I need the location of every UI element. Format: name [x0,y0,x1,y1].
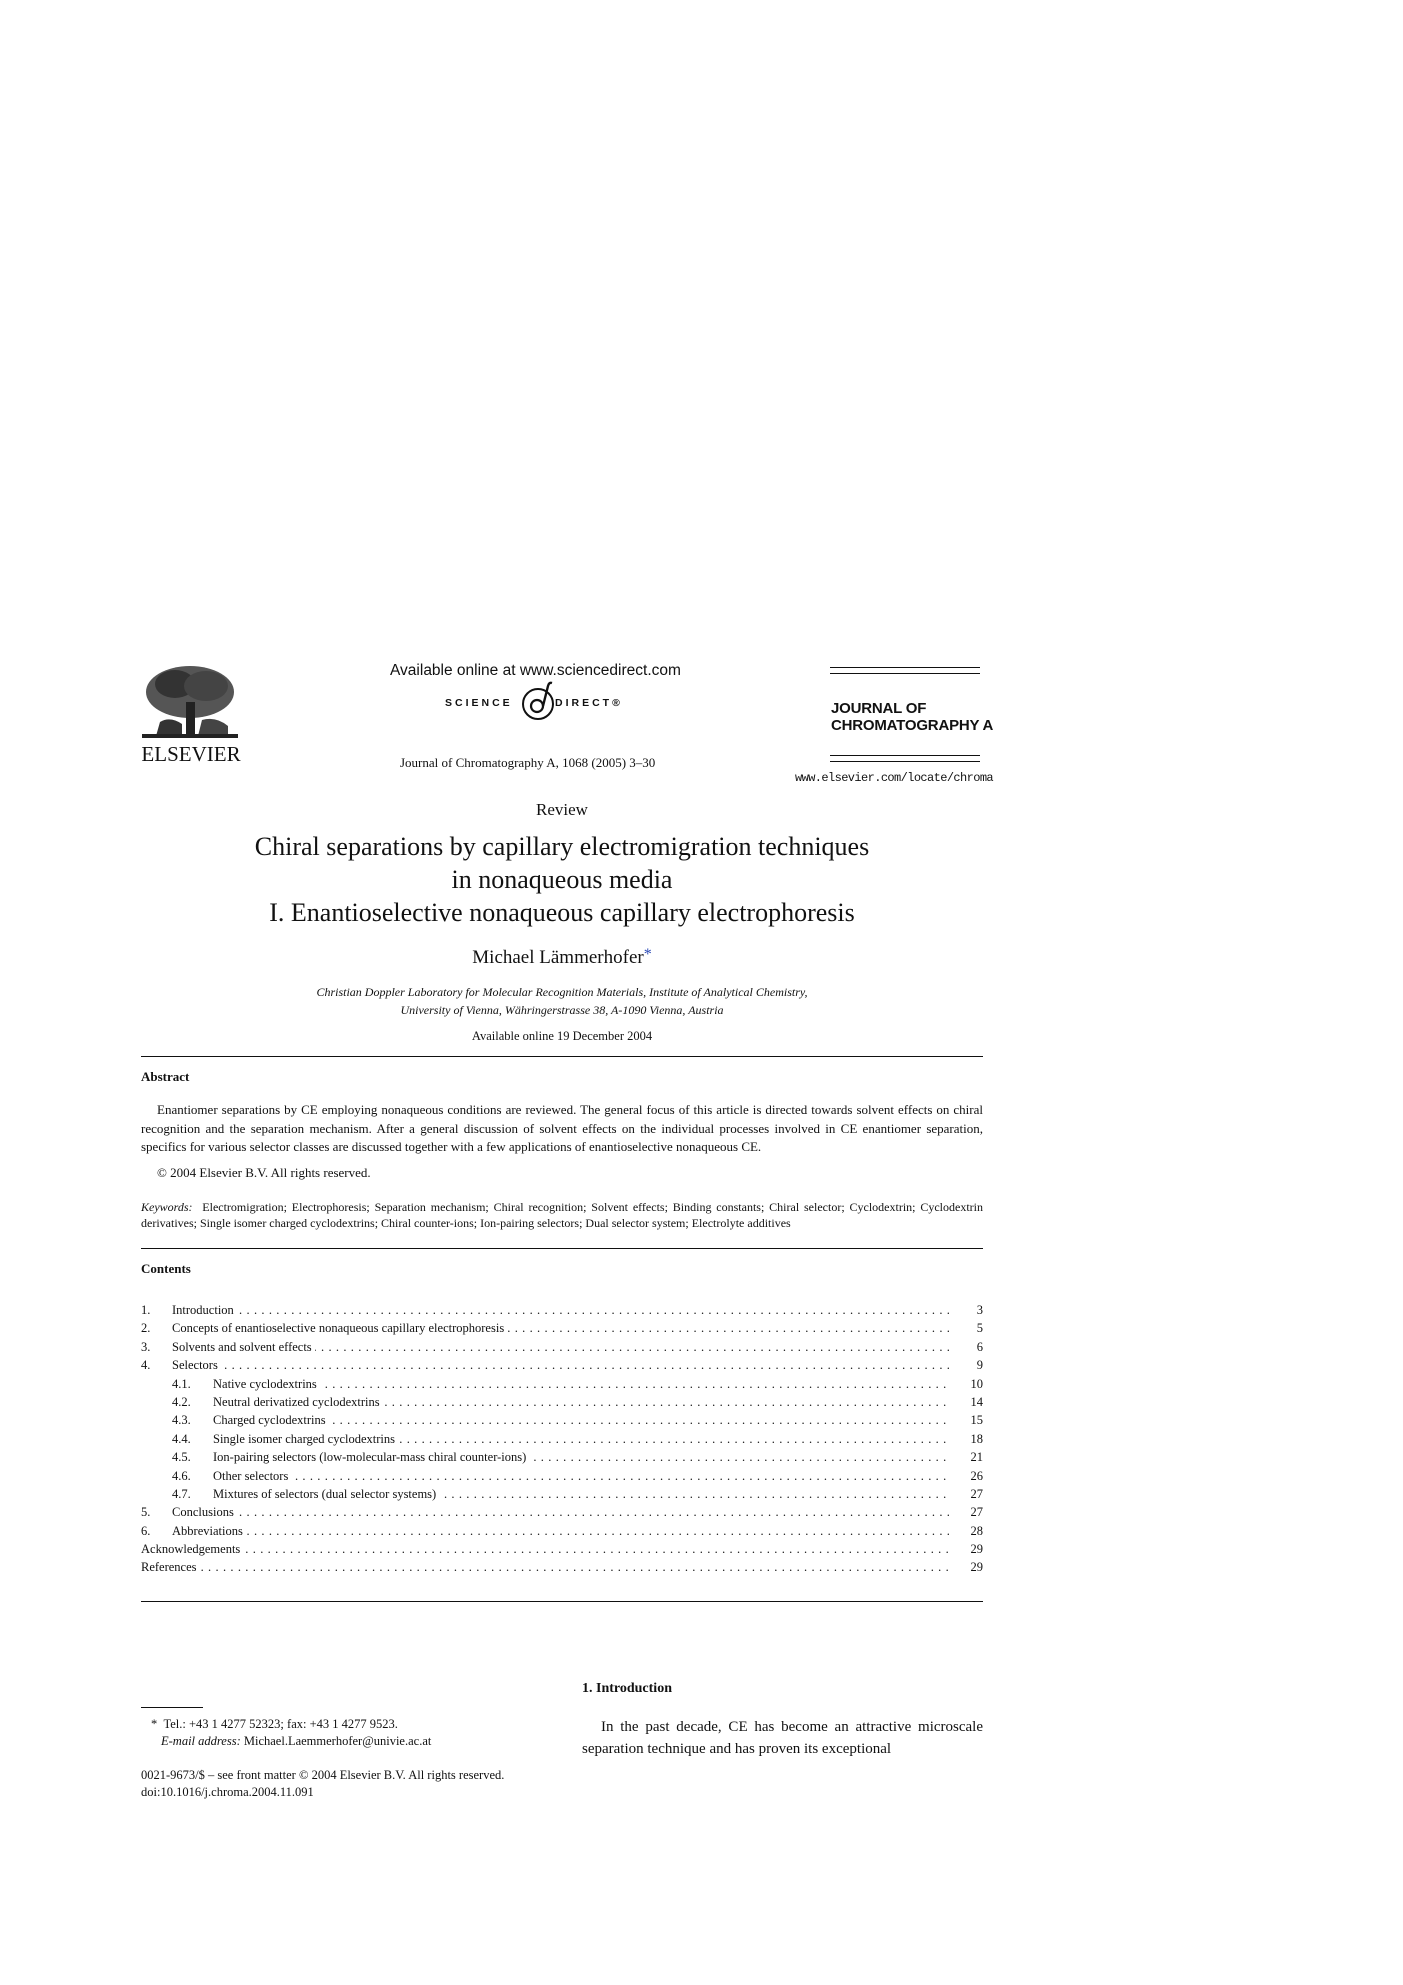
author-name: Michael Lämmerhofer [472,947,644,968]
toc-title: Mixtures of selectors (dual selector systems) [213,1487,439,1501]
journal-url[interactable]: www.elsevier.com/locate/chroma [795,771,994,785]
divider [141,1601,983,1602]
toc-entry[interactable] [141,1503,983,1521]
front-matter [141,1767,504,1801]
toc-number: 4.4. [172,1431,191,1446]
toc-title: Concepts of enantioselective nonaqueous capillary electrophoresis [172,1321,507,1335]
journal-name [831,700,993,734]
issn-line: 0021-9673/$ – see front matter © 2004 Elsevier B.V. All rights reserved. [141,1768,505,1782]
article-title [0,830,1124,929]
toc-number: 4. [141,1358,151,1373]
affiliation [0,983,1124,1019]
toc-title-wrap [141,1540,949,1558]
journal-name-line2: CHROMATOGRAPHY A [831,717,994,734]
toc-title: Abbreviations [172,1524,246,1538]
toc-title-wrap [141,1558,949,1576]
footnote-mark: * [151,1717,158,1731]
toc-page-number: 3 [976,1303,983,1317]
toc-page-number: 10 [970,1376,983,1391]
toc-title: Single isomer charged cyclodextrins [213,1432,398,1446]
journal-rule [830,667,980,668]
toc-entry[interactable] [141,1338,983,1356]
toc-entry[interactable] [141,1522,983,1540]
toc-page-number: 9 [976,1358,983,1373]
toc-title-wrap [172,1301,949,1319]
sciencedirect-d-icon [520,680,556,734]
toc-title: Native cyclodextrins [213,1377,320,1391]
toc-entry[interactable] [141,1558,983,1576]
toc-number: 4.3. [172,1413,191,1428]
toc-number: 6. [141,1523,151,1538]
available-online-notice: Available online at www.sciencedirect.com [390,662,681,679]
divider [141,1248,983,1249]
toc-title-wrap [213,1467,949,1485]
toc-title: Ion-pairing selectors (low-molecular-mass chiral counter-ions) [213,1450,529,1464]
toc-entry[interactable] [141,1411,983,1429]
footnote-contact: Tel.: +43 1 4277 52323; fax: +43 1 4277 9523. [163,1717,398,1731]
toc-title: Neutral derivatized cyclodextrins [213,1395,383,1409]
journal-rule [830,673,980,674]
contents-heading: Contents [141,1261,191,1276]
toc-entry[interactable] [141,1430,983,1448]
keywords-label: Keywords: [141,1200,193,1214]
toc-title-wrap [172,1319,949,1337]
toc-title-wrap [213,1411,949,1429]
introduction-text: In the past decade, CE has become an attractive microscale separation technique and has proven its exceptional [582,1719,983,1757]
toc-number: 3. [141,1339,151,1354]
toc-entry[interactable] [141,1319,983,1337]
toc-title: Acknowledgements [141,1542,243,1556]
toc-entry[interactable] [141,1375,983,1393]
divider [141,1056,983,1057]
toc-title-wrap [172,1338,949,1356]
toc-number: 4.6. [172,1468,191,1483]
toc-title: Other selectors [213,1469,291,1483]
toc-title-wrap [213,1485,949,1503]
toc-title: Solvents and solvent effects [172,1340,315,1354]
toc-title-wrap [172,1503,949,1521]
title-line: Chiral separations by capillary electromigration techniques [254,832,870,861]
doi-line[interactable]: doi:10.1016/j.chroma.2004.11.091 [141,1785,314,1799]
toc-entry[interactable] [141,1448,983,1466]
toc-title: Charged cyclodextrins [213,1413,329,1427]
toc-title-wrap [213,1375,949,1393]
title-line: in nonaqueous media [451,865,673,894]
corresponding-author-link[interactable]: * [643,946,652,963]
email-link[interactable]: Michael.Laemmerhofer@univie.ac.at [243,1734,432,1748]
toc-page-number: 15 [970,1413,983,1428]
toc-title: Conclusions [172,1505,237,1519]
toc-entry[interactable] [141,1393,983,1411]
affiliation-line: Christian Doppler Laboratory for Molecular Recognition Materials, Institute of Analytical Chemistry, [316,985,808,999]
toc-page-number: 18 [970,1431,983,1446]
abstract-text: Enantiomer separations by CE employing nonaqueous conditions are reviewed. The general focus of this article is directed towards solvent effects on chiral recognition and the separation mechanism. After a general discussion of solvent effects on the individual processes involved in CE enantiomer separation, specifics for various selector classes are discussed together with a few applications of enantioselective nonaqueous CE. [141,1102,983,1154]
abstract-copyright: © 2004 Elsevier B.V. All rights reserved. [157,1165,371,1180]
toc-page-number: 27 [970,1486,983,1501]
toc-number: 2. [141,1321,151,1336]
toc-entry[interactable] [141,1467,983,1485]
toc-number: 5. [141,1505,151,1520]
introduction-heading: 1. Introduction [582,1681,672,1696]
toc-page-number: 26 [970,1468,983,1483]
abstract-heading: Abstract [141,1069,190,1084]
toc-number: 4.2. [172,1394,191,1409]
toc-page-number: 27 [970,1505,983,1520]
toc-title-wrap [172,1522,949,1540]
toc-title-wrap [213,1448,949,1466]
toc-page-number: 29 [970,1542,983,1557]
toc-title: Introduction [172,1303,237,1317]
toc-page-number: 6 [976,1339,983,1354]
elsevier-wordmark: ELSEVIER [141,742,241,766]
sciencedirect-logo-right: DIRECT® [555,697,623,709]
toc-title-wrap [213,1393,949,1411]
toc-page-number: 21 [970,1450,983,1465]
toc-entry[interactable] [141,1301,983,1319]
toc-title-wrap [213,1430,949,1448]
toc-page-number: 29 [970,1560,983,1575]
article-type: Review [536,800,588,819]
toc-page-number: 5 [976,1321,983,1336]
toc-number: 4.5. [172,1450,191,1465]
toc-number: 4.1. [172,1376,191,1391]
footnote [151,1716,431,1750]
table-of-contents [141,1301,983,1577]
email-label: E-mail address: [161,1734,241,1748]
toc-entry[interactable] [141,1540,983,1558]
author-line [0,946,1124,969]
toc-title: Selectors [172,1358,221,1372]
toc-page-number: 28 [970,1523,983,1538]
toc-entry[interactable] [141,1485,983,1503]
toc-number: 4.7. [172,1486,191,1501]
available-date: Available online 19 December 2004 [471,1029,653,1043]
toc-page-number: 14 [970,1394,983,1409]
sciencedirect-logo-left: SCIENCE [445,697,513,709]
keywords [141,1199,983,1231]
toc-number: 1. [141,1303,151,1317]
title-line: I. Enantioselective nonaqueous capillary electrophoresis [269,898,855,927]
journal-rule [830,755,980,756]
toc-entry[interactable] [141,1356,983,1374]
affiliation-line: University of Vienna, Währingerstrasse 38, A-1090 Vienna, Austria [400,1003,724,1017]
toc-title-wrap [172,1356,949,1374]
footnote-rule [141,1707,203,1708]
keywords-list: Electromigration; Electrophoresis; Separation mechanism; Chiral recognition; Solvent effects; Binding constants; Chiral selector; Cyclodextrin; Cyclodextrin derivatives; Single isomer charged cyclodextrins; Chiral counter-ions; Ion-pairing selectors; Dual selector system; Electrolyte additives [141,1200,984,1230]
journal-citation: Journal of Chromatography A, 1068 (2005) 3–30 [400,755,656,770]
journal-rule [830,761,980,762]
toc-title: References [141,1560,200,1574]
journal-name-line1: JOURNAL OF [831,700,927,717]
